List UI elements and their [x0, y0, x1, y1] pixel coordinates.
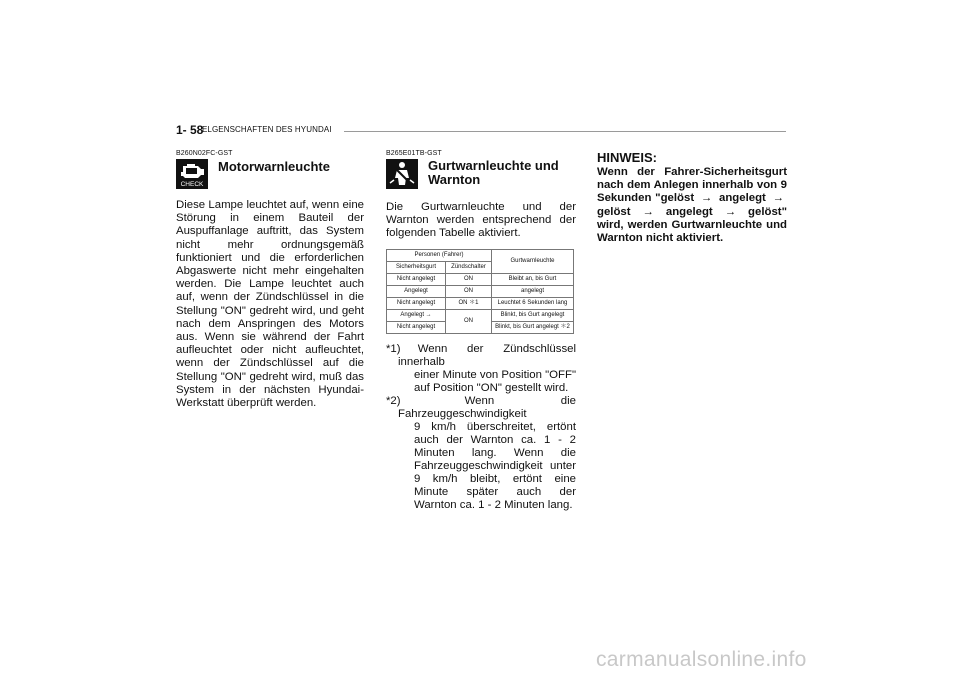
hinweis-text-part: gelöst: [597, 205, 631, 218]
footnote-rest: 9 km/h überschreitet, ertönt auch der Warnton ca. 1 - 2 Minuten lang. Wenn die Fahrzeuggeschwindigkeit unter 9 km/h bleibt, ertönt eine Minute später auch der Warnton ca. 1 - 2 Minuten lang.: [414, 420, 576, 511]
hinweis-text-part: gelöst" wird, werden Gurtwarnleuchte und Warnton nicht aktiviert.: [597, 205, 787, 245]
table-cell: ON ＊1: [446, 297, 492, 309]
footnotes: [386, 343, 576, 512]
seatbelt-warning-code: B265E01TB-GST: [386, 150, 442, 157]
page-header: [176, 123, 786, 139]
table-cell: Angelegt →: [387, 309, 446, 321]
seatbelt-warning-title: [428, 159, 559, 187]
arrow-right-icon: →: [642, 205, 654, 218]
engine-warning-title: Motorwarnleuchte: [218, 159, 330, 174]
footnote-rest: einer Minute von Position "OFF" auf Position "ON" gestellt wird.: [414, 368, 576, 394]
table-cell: Blinkt, bis Gurt angelegt ＊2: [492, 321, 574, 333]
table-cell: ON: [446, 309, 492, 333]
hinweis-text-part: angelegt: [665, 205, 713, 218]
arrow-right-icon: →: [700, 192, 713, 205]
table-cell: Bleibt an, bis Gurt: [492, 273, 574, 285]
table-cell: ON: [446, 273, 492, 285]
page-number: 1- 58: [176, 123, 204, 137]
table-cell: ON: [446, 285, 492, 297]
check-engine-icon: [176, 159, 208, 189]
footnote-first-line: Wenn der Zündschlüssel innerhalb: [398, 342, 577, 368]
table-group-header: Personen (Fahrer): [387, 249, 492, 261]
table-row: [387, 285, 574, 297]
engine-warning-code: B260N02FC-GST: [176, 150, 233, 157]
hinweis-text-part: Wenn der Fahrer-Sicherheitsgurt nach dem Anlegen innerhalb von 9 Sekunden "gelöst: [597, 166, 787, 205]
table-cell: angelegt: [492, 285, 574, 297]
hinweis-title: HINWEIS:: [597, 150, 657, 165]
footnote-2: [386, 395, 576, 512]
seatbelt-title-line2: Warnton: [428, 172, 481, 187]
table-row: [387, 309, 574, 321]
seatbelt-table: [386, 249, 574, 334]
table-row: [387, 273, 574, 285]
table-header-ignition: Zündschalter: [446, 261, 492, 273]
footnote-first-line: Wenn die Fahrzeuggeschwindigkeit: [398, 394, 576, 420]
table-header-light: Gurtwarnleuchte: [492, 249, 574, 273]
section-title: ELGENSCHAFTEN DES HYUNDAI: [202, 125, 332, 134]
seatbelt-title-line1: Gurtwarnleuchte und: [428, 158, 559, 173]
table-cell: Blinkt, bis Gurt angelegt: [492, 309, 574, 321]
table-cell: Leuchtet 6 Sekunden lang: [492, 297, 574, 309]
engine-warning-section: [176, 150, 364, 410]
hinweis-text-part: angelegt: [719, 192, 766, 205]
header-rule: [344, 131, 786, 132]
footnote-1: [386, 343, 576, 395]
check-icon-label: CHECK: [180, 181, 204, 188]
seatbelt-warning-text: Die Gurtwarnleuchte und der Warnton werden entsprechend der folgenden Tabelle aktiviert.: [386, 201, 576, 240]
footnote-mark: *1): [386, 342, 401, 355]
table-cell: Nicht angelegt: [387, 297, 446, 309]
table-row: [387, 297, 574, 309]
seatbelt-warning-section: [386, 150, 576, 512]
hinweis-section: [597, 150, 787, 245]
arrow-right-icon: →: [724, 205, 737, 218]
table-cell: Nicht angelegt: [387, 273, 446, 285]
arrow-right-icon: →: [772, 192, 784, 205]
table-cell: Nicht angelegt: [387, 321, 446, 333]
table-header-seatbelt: Sicherheitsgurt: [387, 261, 446, 273]
footnote-mark: *2): [386, 394, 401, 407]
table-cell: Angelegt: [387, 285, 446, 297]
engine-warning-text: Diese Lampe leuchtet auf, wenn eine Störung in einem Bauteil der Auspuffanlage auftritt, das System nicht mehr ordnungsgemäß funktioniert und die erforderlichen Abgaswerte nicht mehr eingehalten werden. Die Lampe leuchtet auch auf, wenn der Zündschlüssel in die Stellung "ON" gedreht wird, und geht nach dem Anspringen des Motors aus. Wenn sie während der Fahrt aufleuchtet oder nicht aufleuchtet, wenn der Zündschlüssel auf die Stellung "ON" gedreht wird, muß das System in der nächsten Hyundai-Werkstatt überprüft werden.: [176, 199, 364, 410]
seatbelt-icon: [386, 159, 418, 189]
watermark: carmanualsonline.info: [596, 648, 807, 671]
hinweis-text: [597, 166, 787, 245]
